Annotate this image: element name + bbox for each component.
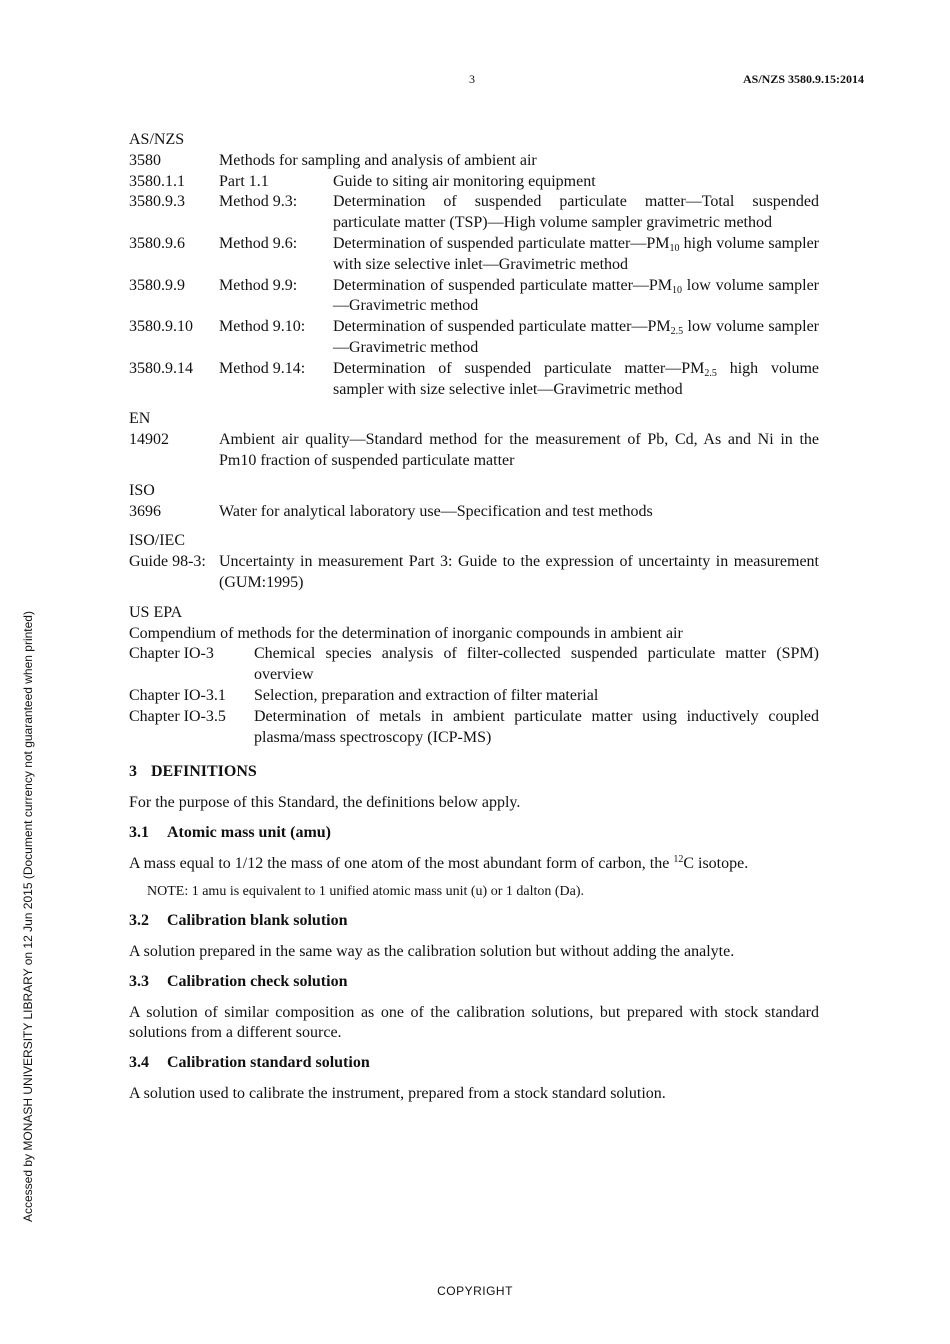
reference-group-en: [129, 409, 819, 471]
reference-title: Determination of suspended particulate matter—Total suspended particulate matter (TSP)—High volume sampler gravimetric method: [333, 193, 819, 232]
reference-part: Method 9.10:: [219, 318, 306, 336]
reference-row: [129, 359, 819, 401]
copyright-footer: COPYRIGHT: [437, 1284, 513, 1298]
definition-heading: 3.3 Calibration check solution: [129, 972, 348, 990]
reference-title: Determination of suspended particulate $matter—PM_{10}$ low volume sampler—Gravimetric method: [333, 276, 820, 315]
reference-title: Selection, preparation and extraction of filter material: [254, 686, 599, 704]
access-watermark: Accessed by MONASH UNIVERSITY LIBRARY on 12 Jun 2015 (Document currency not guaranteed when printed): [21, 611, 35, 1222]
reference-part: Method 9.9:: [219, 276, 298, 294]
org-label: ISO/IEC: [129, 532, 185, 550]
definition-text: A solution used to calibrate the instrument, prepared from a stock standard solution.: [129, 1085, 666, 1103]
reference-row: [129, 552, 819, 594]
section-intro: For the purpose of this Standard, the definitions below apply.: [129, 794, 521, 812]
section-heading: 3 DEFINITIONS: [129, 763, 257, 781]
reference-number: Chapter IO-3: [129, 645, 214, 663]
reference-title: Water for analytical laboratory use—Specification and test methods: [219, 502, 653, 520]
reference-number: Guide 98-3:: [129, 553, 206, 571]
reference-part: Part 1.1: [219, 172, 269, 190]
reference-title: Determination of suspended particulate $matter—PM_{10}$ high volume sampler with size selective inlet—Gravimetric method: [333, 234, 819, 273]
reference-title: Determination of suspended particulate $matter—PM_{2.5}$ low volume sampler—Gravimetric method: [333, 318, 819, 356]
reference-row: [129, 192, 819, 234]
reference-number: 3580.9.10: [129, 318, 193, 336]
reference-number: 14902: [129, 431, 169, 449]
definition-heading: 3.4 Calibration standard solution: [129, 1054, 370, 1072]
definition-note: NOTE: 1 amu is equivalent to 1 unified atomic mass unit (u) or 1 dalton (Da).: [147, 883, 585, 899]
reference-row: [129, 234, 819, 276]
reference-title: Guide to siting air monitoring equipment: [333, 172, 596, 190]
reference-number: 3580.9.3: [129, 193, 185, 211]
reference-number: 3580.9.9: [129, 276, 185, 294]
definition-heading: 3.2 Calibration blank solution: [129, 912, 348, 930]
reference-number: Chapter IO-3.5: [129, 707, 226, 725]
org-label: US EPA: [129, 603, 183, 621]
org-label: ISO: [129, 481, 155, 499]
reference-row: [129, 151, 819, 172]
definition-heading: 3.1 Atomic mass unit (amu): [129, 823, 331, 841]
reference-group-isoiec: [129, 531, 819, 593]
reference-part: Method 9.6:: [219, 234, 298, 252]
reference-row: [129, 644, 819, 686]
reference-row: [129, 502, 819, 523]
reference-part: Method 9.14:: [219, 359, 306, 377]
reference-group-iso: [129, 481, 819, 523]
reference-title: Ambient air quality—Standard method for the measurement of Pb, Cd, As and Ni in the Pm10 fraction of suspended particulate matter: [219, 431, 819, 469]
reference-title: Determination of metals in ambient particulate matter using inductively coupled plasma/mass spectroscopy (ICP-MS): [254, 707, 819, 746]
definition-text: A solution of similar composition as one of the calibration solutions, but prepared with stock standard solutions from a different source.: [129, 1003, 819, 1042]
reference-title: Determination of suspended particulate $matter—PM_{2.5}$ high volume sampler with size selective inlet—Gravimetric method: [333, 359, 819, 398]
reference-row: [129, 686, 819, 707]
reference-title: Chemical species analysis of filter-collected suspended particulate matter (SPM) overview: [254, 645, 819, 684]
reference-number: 3696: [129, 502, 161, 520]
reference-row: [129, 317, 819, 359]
reference-row: [129, 172, 819, 193]
reference-number: Chapter IO-3.1: [129, 686, 226, 704]
definition-text: A mass equal to 1/12 the mass of one atom of the most abundant form of carbon, the $^{12}$C isotope.: [129, 853, 749, 872]
reference-number: 3580: [129, 151, 161, 169]
document-id: AS/NZS 3580.9.15:2014: [742, 72, 864, 86]
reference-group-asnzs: [129, 130, 819, 400]
reference-title: Uncertainty in measurement Part 3: Guide to the expression of uncertainty in measurement (GUM:1995): [219, 553, 819, 591]
org-label: AS/NZS: [129, 131, 185, 148]
reference-row: [129, 276, 819, 318]
page-content: [129, 130, 819, 1114]
reference-row: [129, 430, 819, 472]
definition-text: A solution prepared in the same way as the calibration solution but without adding the analyte.: [129, 943, 735, 961]
page-number: 3: [469, 72, 475, 86]
reference-title: Methods for sampling and analysis of ambient air: [219, 151, 537, 169]
compendium-title: Compendium of methods for the determination of inorganic compounds in ambient air: [129, 624, 683, 642]
reference-row: [129, 707, 819, 749]
reference-group-usepa: [129, 603, 819, 749]
reference-number: 3580.1.1: [129, 172, 185, 190]
reference-part: Method 9.3:: [219, 193, 298, 211]
reference-number: 3580.9.6: [129, 234, 185, 252]
org-label: EN: [129, 410, 151, 428]
reference-number: 3580.9.14: [129, 359, 193, 377]
